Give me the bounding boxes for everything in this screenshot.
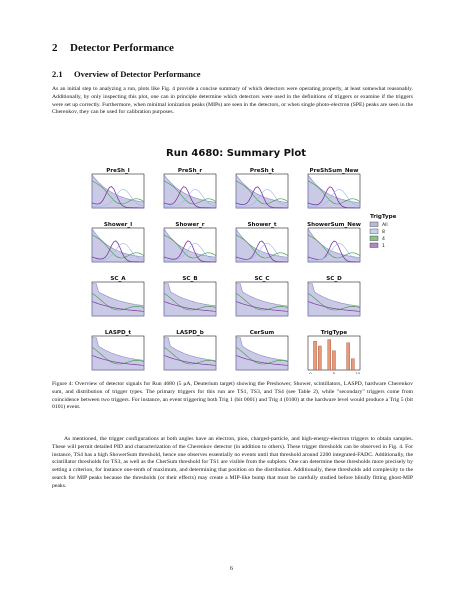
section-title: Detector Performance <box>70 42 174 54</box>
panel-title: PreSh_t <box>249 168 275 174</box>
panel-title: SC_A <box>110 276 126 282</box>
panel-title: LASPD_t <box>104 330 132 336</box>
trigtype-bar <box>328 340 331 370</box>
subsection-heading <box>52 69 201 79</box>
subsection-number: 2.1 <box>52 69 63 79</box>
panel-title: PreSh_l <box>106 168 130 174</box>
panel-title: CerSum <box>249 330 275 336</box>
panel-title: Shower_r <box>175 222 205 228</box>
subsection-title: Overview of Detector Performance <box>74 69 201 79</box>
trigtype-bar <box>351 359 354 370</box>
panel-title: ShowerSum_New <box>307 222 361 228</box>
page-number: 6 <box>230 566 233 572</box>
panel-title: SC_B <box>182 276 198 282</box>
panel-title: PreSh_r <box>177 168 203 174</box>
legend-swatch <box>370 236 378 241</box>
trigtype-bar <box>318 346 321 370</box>
figure-panels <box>70 148 402 374</box>
panel-title: SC_C <box>254 276 270 282</box>
legend-swatch <box>370 222 378 227</box>
panel-title: Shower_t <box>247 222 277 228</box>
legend-swatch <box>370 229 378 234</box>
x-tick-label: 0 <box>309 371 312 374</box>
trigtype-bar <box>347 343 350 370</box>
section-number: 2 <box>52 42 58 54</box>
panel-title: Shower_l <box>103 222 133 228</box>
legend-entry: 1 <box>382 244 385 249</box>
trigtype-bar <box>314 341 317 370</box>
figure-title: Run 4680: Summary Plot <box>166 148 306 159</box>
panel-title: LASPD_b <box>176 330 204 336</box>
legend-entry: 8 <box>382 230 385 235</box>
panel-title: PreShSum_New <box>309 168 359 174</box>
legend-title: TrigType <box>370 214 397 220</box>
intro-paragraph: As an initial step to analyzing a run, plots like Fig. 4 provide a concise summary of which detectors were operating properly, at least somewhat reasonably. Additionally, by only inspecting this plot, one can in principle determine which detectors were used in the definitions of triggers or examine if the triggers were set up correctly. Furthermore, when minimal ionization peaks (MIPs) are seen in the detectors, or when single photo-electron (SPE) peaks are seen in the Cherenkov, they can be used for calibration purposes. <box>52 86 413 116</box>
body-paragraph: As mentioned, the trigger configurations at both angles have an electron, pion, charged-particle, and high-energy-electron triggers to obtain samples. These will permit detailed PID and characterization of the Cherenkov detector (in addition to others). These trigger thresholds can be observed in Fig. 4. For instance, TS4 has a high ShowerSum threshold, hence one observes essentially no events until that threshold around 2200 integrated-FADC. Additionally, the scintillator thresholds for TS3, as well as the CherSum threshold for TS1 are visible from the subplots. One can determine these thresholds more precisely by setting a criterion, for instance one-tenth of maximum, and determining that position on the distribution. Additionally, these thresholds add complexity to the search for MIP peaks because the thresholds (or their effects) may create a MIP-like bump that must be carefully studied before blindly fitting ghost-MIP peaks. <box>52 436 413 489</box>
legend-swatch <box>370 243 378 248</box>
x-tick-label: 5 <box>332 371 336 374</box>
panel-title: SC_D <box>326 276 342 282</box>
trigtype-bar <box>332 351 335 370</box>
x-tick-label: 10 <box>355 371 361 374</box>
figure-caption: Figure 4: Overview of detector signals for Run 4680 (5 μA, Deuterium target) showing the Preshower, Shower, scintillators, LASPD, hardware Cherenkov sum, and distribution of trigger types. The primary triggers for this run are TS1, TS3, and TS4 (see Table 2), while "secondary" triggers come from coincidence between two triggers. For instance, an event triggering both Trig 1 (bit 0001) and Trig 4 (0100) at the hardware level would produce a Trig 5 (bit 0101) event. <box>52 381 413 411</box>
section-heading <box>52 42 174 54</box>
panel-title: TrigType <box>320 330 348 336</box>
summary-figure <box>70 148 402 374</box>
legend-entry: 4 <box>382 237 385 242</box>
legend-entry: All <box>382 223 388 228</box>
